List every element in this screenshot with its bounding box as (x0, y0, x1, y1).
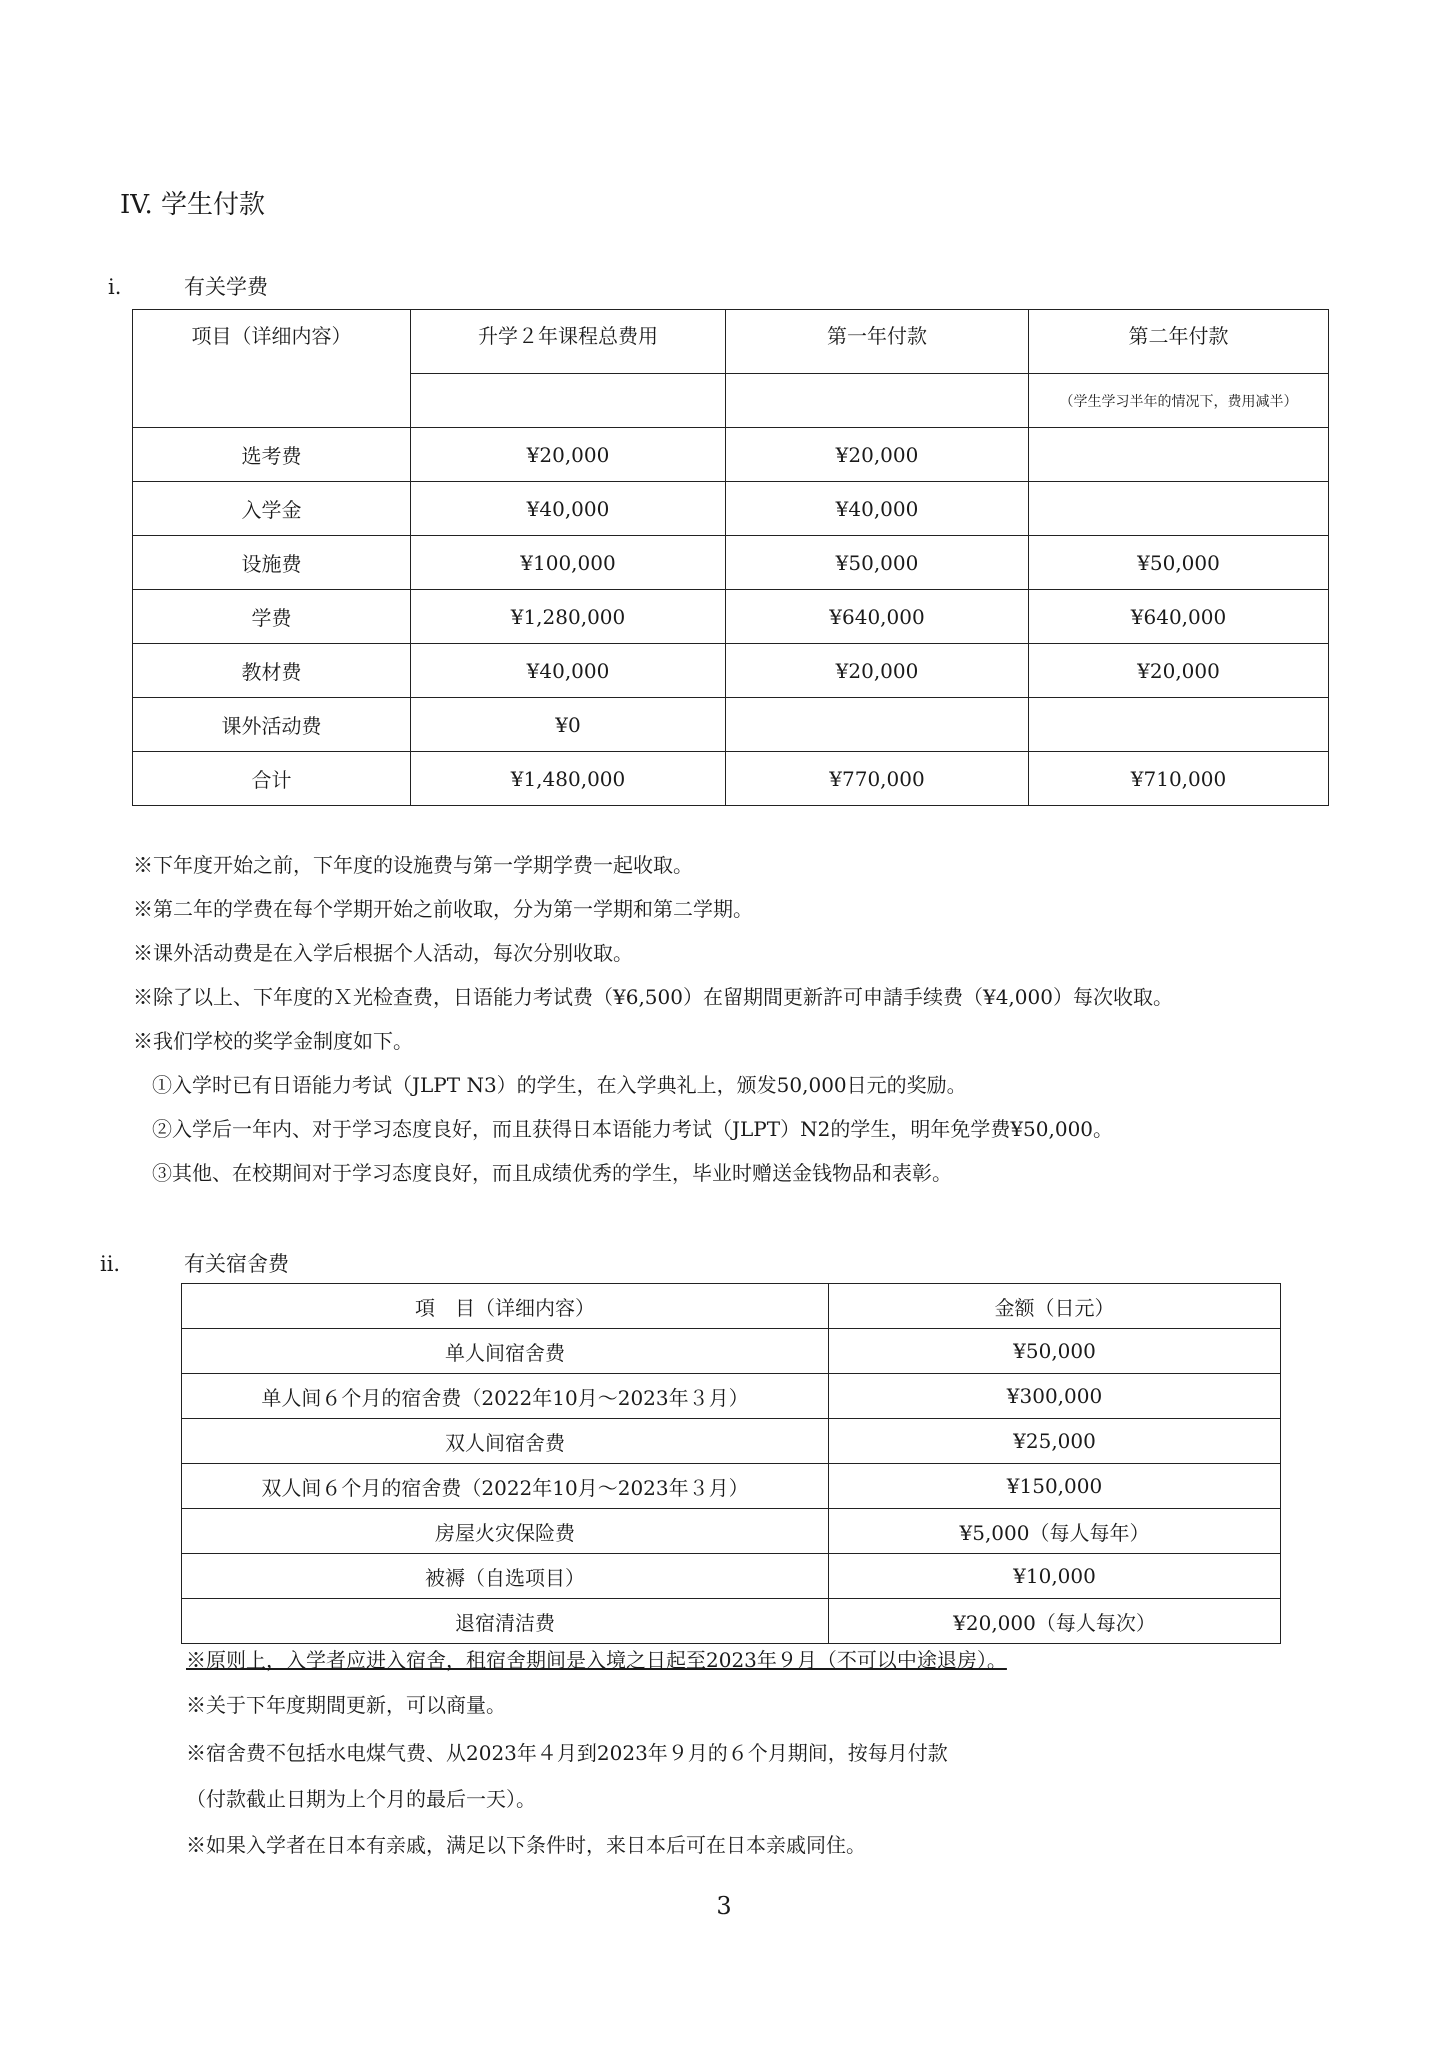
table-row (133, 590, 1329, 644)
table-cell (1029, 698, 1329, 752)
header-second-year: 第二年付款 (1029, 310, 1329, 374)
table-cell: ¥1,280,000 (411, 590, 726, 644)
table-cell: 被褥（自选项目） (182, 1554, 829, 1599)
tuition-header-row (133, 310, 1329, 374)
table-cell (726, 698, 1029, 752)
note-line: ※原则上，入学者应进入宿舍，租宿舍期间是入境之日起至2023年９月（不可以中途退房）。 (186, 1648, 1007, 1672)
second-year-note: （学生学习半年的情况下，费用减半） (1029, 374, 1329, 428)
header-total-sub (411, 374, 726, 428)
note-line: ※如果入学者在日本有亲戚，满足以下条件时，来日本后可在日本亲戚同住。 (186, 1833, 866, 1857)
table-cell: ¥300,000 (829, 1374, 1281, 1419)
table-cell: ¥25,000 (829, 1419, 1281, 1464)
note-line: ※我们学校的奖学金制度如下。 (133, 1029, 413, 1053)
table-cell: ¥40,000 (411, 644, 726, 698)
total-row (133, 752, 1329, 806)
table-cell: ¥100,000 (411, 536, 726, 590)
header-first-year-sub (726, 374, 1029, 428)
header-item: 项目（详细内容） (133, 310, 411, 428)
table-cell: 设施费 (133, 536, 411, 590)
table-cell: ¥40,000 (726, 482, 1029, 536)
table-cell: 选考费 (133, 428, 411, 482)
table-cell: 双人间６个月的宿舍费（2022年10月～2023年３月） (182, 1464, 829, 1509)
dorm-table (181, 1283, 1281, 1644)
table-cell: ¥50,000 (829, 1329, 1281, 1374)
table-cell: 单人间６个月的宿舍费（2022年10月～2023年３月） (182, 1374, 829, 1419)
table-row (182, 1599, 1281, 1644)
table-row (133, 428, 1329, 482)
note-line: ※除了以上、下年度的Ｘ光检查费，日语能力考试费（¥6,500）在留期間更新許可申請手续费（¥4,000）每次收取。 (133, 985, 1173, 1009)
dorm-header-row (182, 1284, 1281, 1329)
table-cell: 房屋火灾保险费 (182, 1509, 829, 1554)
table-cell: ¥1,480,000 (411, 752, 726, 806)
table-cell: ¥20,000 (1029, 644, 1329, 698)
table-cell: ¥50,000 (1029, 536, 1329, 590)
note-line: ※下年度开始之前，下年度的设施费与第一学期学费一起收取。 (133, 853, 693, 877)
table-row (182, 1464, 1281, 1509)
table-cell: 合计 (133, 752, 411, 806)
page-number: 3 (716, 1892, 732, 1920)
table-cell: ¥20,000（每人每次） (829, 1599, 1281, 1644)
table-cell: ¥20,000 (726, 644, 1029, 698)
table-cell: ¥710,000 (1029, 752, 1329, 806)
table-cell: ¥150,000 (829, 1464, 1281, 1509)
table-cell (1029, 428, 1329, 482)
table-cell: ¥0 (411, 698, 726, 752)
table-cell (1029, 482, 1329, 536)
table-cell: ¥5,000（每人每年） (829, 1509, 1281, 1554)
table-cell: 单人间宿舍费 (182, 1329, 829, 1374)
note-line: ※关于下年度期間更新，可以商量。 (186, 1693, 506, 1717)
note-line: ※第二年的学费在每个学期开始之前收取，分为第一学期和第二学期。 (133, 897, 753, 921)
header-amount: 金额（日元） (829, 1284, 1281, 1329)
tuition-heading-text: 有关学费 (184, 275, 268, 299)
scholarship-item: ①入学时已有日语能力考试（JLPT N3）的学生，在入学典礼上，颁发50,000日元的奖励。 (152, 1073, 967, 1097)
table-row (182, 1374, 1281, 1419)
table-cell: 入学金 (133, 482, 411, 536)
table-cell: ¥20,000 (726, 428, 1029, 482)
note-line: ※课外活动费是在入学后根据个人活动，每次分别收取。 (133, 941, 633, 965)
table-row (182, 1329, 1281, 1374)
table-cell: ¥640,000 (726, 590, 1029, 644)
table-cell: ¥40,000 (411, 482, 726, 536)
tuition-heading-roman: i. (108, 275, 122, 299)
table-row (182, 1509, 1281, 1554)
dorm-heading-roman: ii. (100, 1252, 121, 1276)
tuition-heading (108, 271, 268, 301)
table-cell: 课外活动费 (133, 698, 411, 752)
table-cell: ¥640,000 (1029, 590, 1329, 644)
table-cell: ¥20,000 (411, 428, 726, 482)
section-title: IV. 学生付款 (120, 190, 266, 220)
table-row (182, 1419, 1281, 1464)
table-row (182, 1554, 1281, 1599)
table-cell: 学费 (133, 590, 411, 644)
header-total: 升学２年课程总费用 (411, 310, 726, 374)
dorm-heading-text: 有关宿舍费 (184, 1252, 289, 1276)
table-cell: 教材费 (133, 644, 411, 698)
table-row (133, 536, 1329, 590)
scholarship-item: ③其他、在校期间对于学习态度良好，而且成绩优秀的学生，毕业时赠送金钱物品和表彰。 (152, 1161, 952, 1185)
table-cell: ¥50,000 (726, 536, 1029, 590)
header-item: 項 目（详细内容） (182, 1284, 829, 1329)
table-cell: 退宿清洁费 (182, 1599, 829, 1644)
table-row (133, 644, 1329, 698)
dorm-heading (100, 1248, 289, 1278)
table-cell: ¥770,000 (726, 752, 1029, 806)
tuition-table (132, 309, 1329, 806)
note-line: （付款截止日期为上个月的最后一天）。 (186, 1787, 536, 1811)
table-row (133, 698, 1329, 752)
scholarship-item: ②入学后一年内、对于学习态度良好，而且获得日本语能力考试（JLPT）N2的学生，明年免学费¥50,000。 (152, 1117, 1114, 1141)
table-cell: ¥10,000 (829, 1554, 1281, 1599)
note-line: ※宿舍费不包括水电煤气费、从2023年４月到2023年９月的６个月期间，按每月付款 (186, 1741, 948, 1765)
table-cell: 双人间宿舍费 (182, 1419, 829, 1464)
table-row (133, 482, 1329, 536)
header-first-year: 第一年付款 (726, 310, 1029, 374)
